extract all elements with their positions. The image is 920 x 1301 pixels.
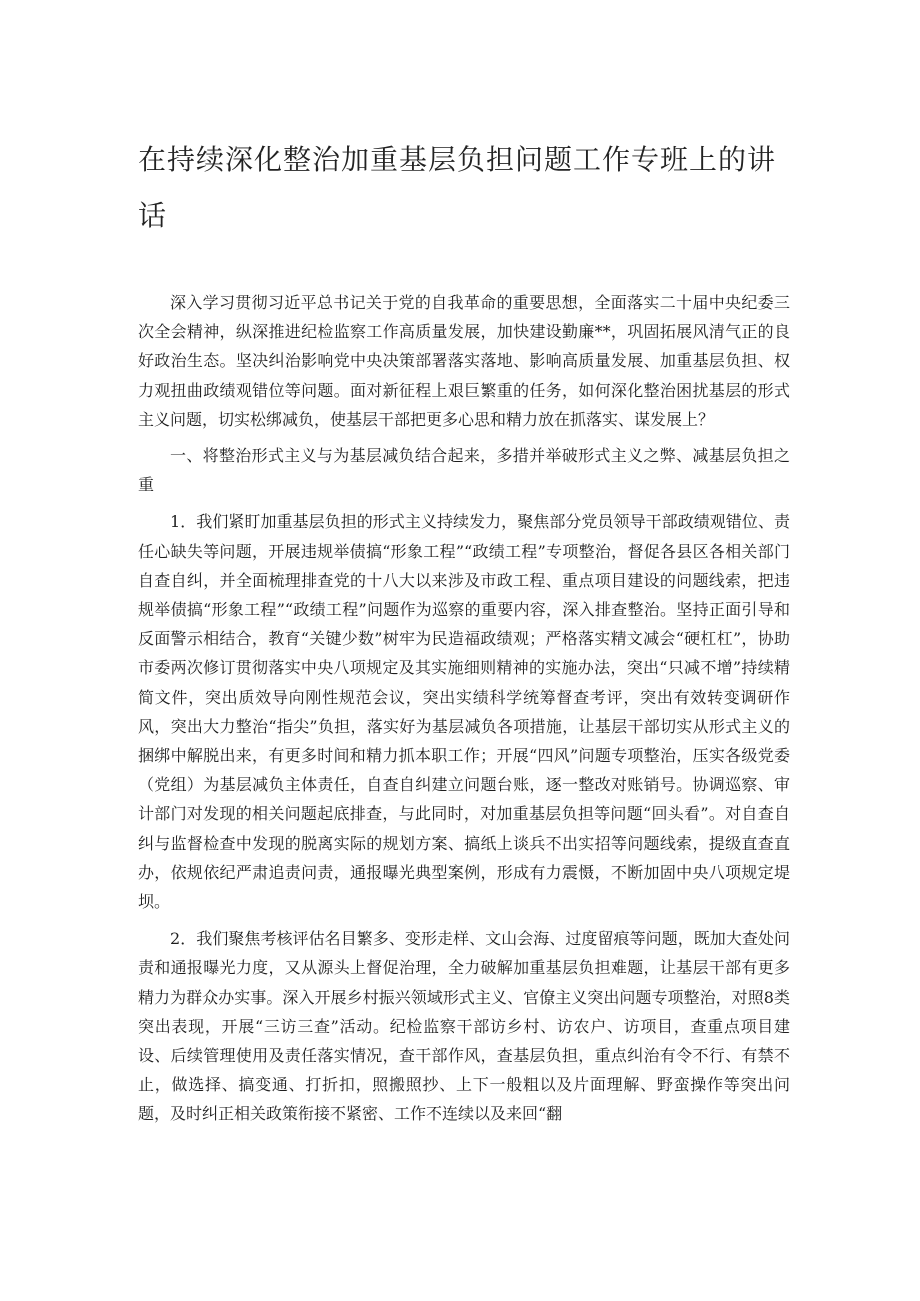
section-heading: 一、将整治形式主义与为基层减负结合起来，多措并举破形式主义之弊、减基层负担之重: [138, 446, 790, 495]
document-body: [138, 288, 790, 1129]
numbered-paragraph-2: 2．我们聚焦考核评估名目繁多、变形走样、文山会海、过度留痕等问题，既加大查处问责和通报曝光力度，又从源头上督促治理，全力破解加重基层负担难题，让基层干部有更多精力为群众办实事。深入开展乡村振兴领域形式主义、官僚主义突出问题专项整治，对照8类突出表现，开展“三访三查”活动。纪检监察干部访乡村、访农户、访项目，查重点项目建设、后续管理使用及责任落实情况，查干部作风，查基层负担，重点纠治有令不行、有禁不止，做选择、搞变通、打折扣，照搬照抄、上下一般粗以及片面理解、野蛮操作等突出问题，及时纠正相关政策衔接不紧密、工作不连续以及来回“翻: [138, 929, 790, 1124]
document-title: 在持续深化整治加重基层负担问题工作专班上的讲话: [138, 143, 777, 232]
numbered-paragraph-1: 1．我们紧盯加重基层负担的形式主义持续发力，聚焦部分党员领导干部政绩观错位、责任心缺失等问题，开展违规举债搞“形象工程”“政绩工程”专项整治，督促各县区各相关部门自查自纠，并全面梳理排查党的十八大以来涉及市政工程、重点项目建设的问题线索，把违规举债搞“形象工程”“政绩工程”问题作为巡察的重要内容，深入排查整治。坚持正面引导和反面警示相结合，教育“关键少数”树牢为民造福政绩观；严格落实精文减会“硬杠杠”，协助市委两次修订贯彻落实中央八项规定及其实施细则精神的实施办法，突出“只减不增”持续精简文件，突出质效导向刚性规范会议，突出实绩科学统筹督查考评，突出有效转变调研作风，突出大力整治“指尖”负担，落实好为基层减负各项措施，让基层干部切实从形式主义的捆绑中解脱出来，有更多时间和精力抓本职工作；开展“四风”问题专项整治，压实各级党委（党组）为基层减负主体责任，自查自纠建立问题台账，逐一整改对账销号。协调巡察、审计部门对发现的相关问题起底排查，与此同时，对加重基层负担等问题“回头看”。对自查自纠与监督检查中发现的脱离实际的规划方案、搞纸上谈兵不出实招等问题线索，提级直查直办，依规依纪严肃追责问责，通报曝光典型案例，形成有力震慑，不断加固中央八项规定堤坝。: [138, 512, 790, 912]
intro-paragraph: 深入学习贯彻习近平总书记关于党的自我革命的重要思想，全面落实二十届中央纪委三次全会精神，纵深推进纪检监察工作高质量发展，加快建设勤廉**，巩固拓展风清气正的良好政治生态。坚决纠治影响党中央决策部署落实落地、影响高质量发展、加重基层负担、权力观扭曲政绩观错位等问题。面对新征程上艰巨繁重的任务，如何深化整治困扰基层的形式主义问题，切实松绑减负，使基层干部把更多心思和精力放在抓落实、谋发展上？: [138, 293, 790, 429]
